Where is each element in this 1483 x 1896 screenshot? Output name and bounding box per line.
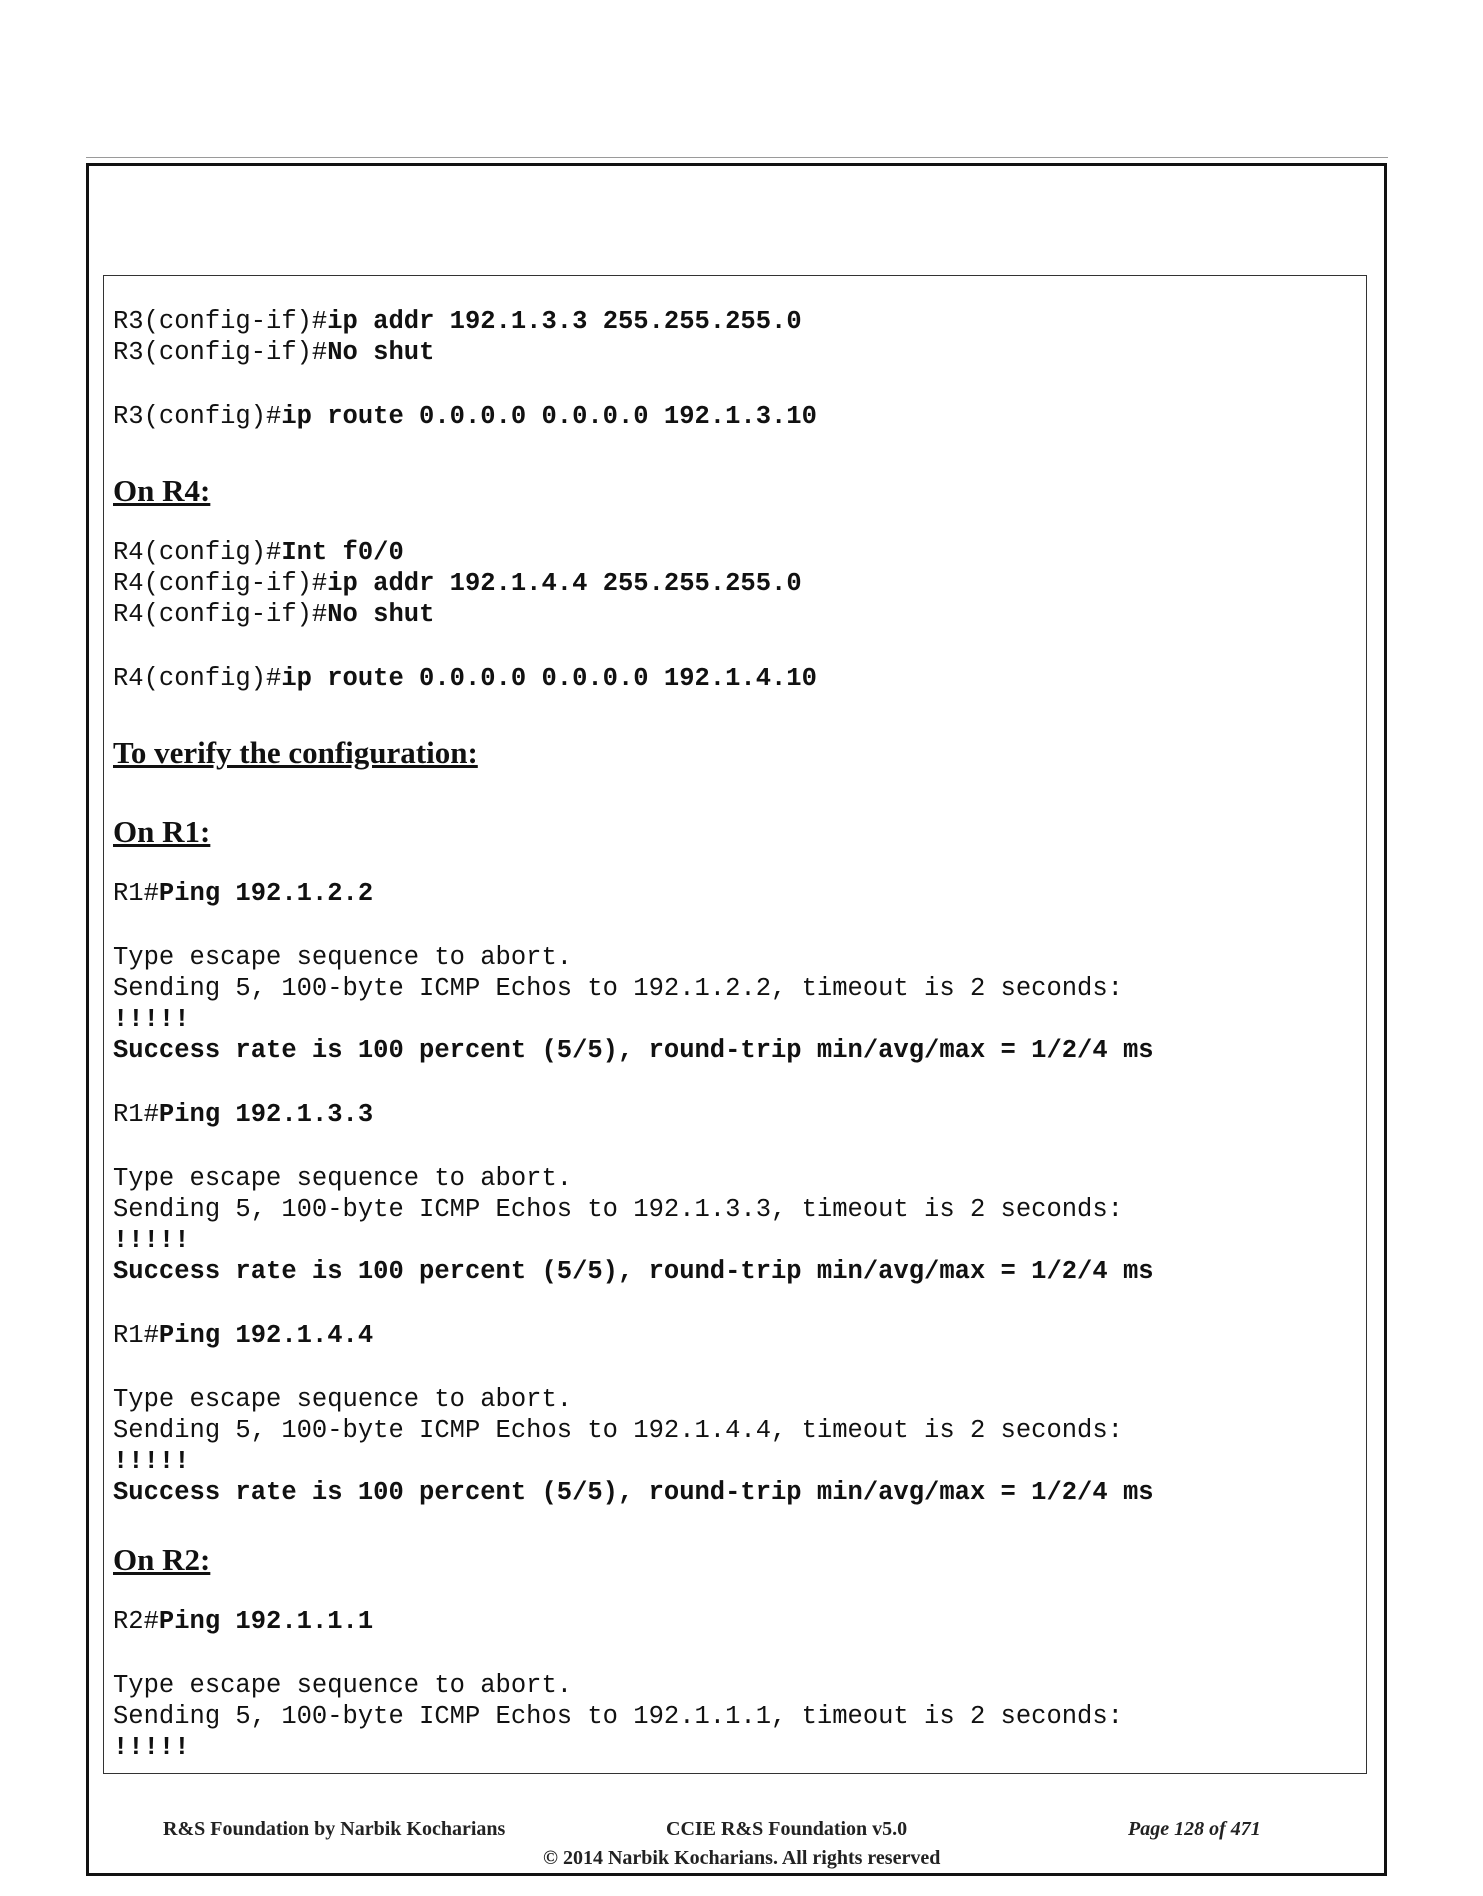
cli-output: Sending 5, 100-byte ICMP Echos to 192.1.3.3, timeout is 2 seconds:	[113, 1195, 1123, 1224]
cli-prompt: R1#	[113, 1321, 159, 1350]
spacer	[113, 1130, 1353, 1163]
spacer	[113, 630, 1353, 663]
cli-command-line	[113, 306, 1353, 337]
cli-command: ip route 0.0.0.0 0.0.0.0 192.1.3.10	[281, 402, 817, 431]
cli-command-line	[113, 337, 1353, 368]
footer-author: R&S Foundation by Narbik Kocharians	[163, 1818, 506, 1840]
spacer	[113, 852, 1353, 878]
document-body	[113, 306, 1353, 1763]
spacer	[113, 909, 1353, 942]
cli-output-bold	[113, 1732, 1353, 1763]
spacer	[113, 368, 1353, 401]
cli-output-text: !!!!!	[113, 1226, 190, 1255]
cli-output-text: !!!!!	[113, 1005, 190, 1034]
cli-output: Type escape sequence to abort.	[113, 943, 573, 972]
cli-prompt: R3(config)#	[113, 402, 282, 431]
cli-prompt: R1#	[113, 879, 159, 908]
cli-output: Sending 5, 100-byte ICMP Echos to 192.1.1.1, timeout is 2 seconds:	[113, 1702, 1123, 1731]
cli-output-text: !!!!!	[113, 1733, 190, 1762]
cli-output-bold	[113, 1035, 1353, 1066]
cli-command-line	[113, 537, 1353, 568]
cli-command-line	[113, 878, 1353, 909]
cli-command: No shut	[327, 338, 435, 367]
spacer	[113, 694, 1353, 727]
cli-command: ip addr 192.1.4.4 255.255.255.0	[327, 569, 802, 598]
cli-prompt: R4(config-if)#	[113, 600, 328, 629]
cli-command-line	[113, 568, 1353, 599]
section-heading-text: On R4:	[113, 473, 211, 508]
cli-prompt: R3(config-if)#	[113, 307, 328, 336]
cli-prompt: R3(config-if)#	[113, 338, 328, 367]
cli-command-line	[113, 599, 1353, 630]
cli-output-bold	[113, 1446, 1353, 1477]
cli-output: Sending 5, 100-byte ICMP Echos to 192.1.2.2, timeout is 2 seconds:	[113, 974, 1123, 1003]
cli-command: Ping 192.1.4.4	[158, 1321, 374, 1350]
section-heading	[113, 812, 1353, 852]
cli-output-bold	[113, 1225, 1353, 1256]
cli-prompt: R4(config-if)#	[113, 569, 328, 598]
cli-prompt: R4(config)#	[113, 538, 282, 567]
spacer	[113, 1351, 1353, 1384]
cli-command-line	[113, 401, 1353, 432]
spacer	[113, 773, 1353, 806]
cli-command: ip route 0.0.0.0 0.0.0.0 192.1.4.10	[281, 664, 817, 693]
cli-output-bold	[113, 1477, 1353, 1508]
section-heading	[113, 471, 1353, 511]
cli-command: Ping 192.1.2.2	[158, 879, 374, 908]
cli-output-bold	[113, 1256, 1353, 1287]
cli-prompt: R4(config)#	[113, 664, 282, 693]
cli-output: Type escape sequence to abort.	[113, 1385, 573, 1414]
section-heading	[113, 1540, 1353, 1580]
cli-prompt: R2#	[113, 1607, 159, 1636]
spacer	[113, 1637, 1353, 1670]
cli-command: Ping 192.1.1.1	[158, 1607, 374, 1636]
cli-output: Sending 5, 100-byte ICMP Echos to 192.1.4.4, timeout is 2 seconds:	[113, 1416, 1123, 1445]
footer-copyright: © 2014 Narbik Kocharians. All rights reserved	[543, 1847, 941, 1869]
top-rule	[86, 157, 1388, 158]
section-heading	[113, 733, 1353, 773]
cli-output-text: Success rate is 100 percent (5/5), round-trip min/avg/max = 1/2/4 ms	[113, 1257, 1154, 1286]
footer-title: CCIE R&S Foundation v5.0	[666, 1818, 908, 1840]
spacer	[113, 511, 1353, 537]
cli-command-line	[113, 1320, 1353, 1351]
section-heading-text: On R1:	[113, 814, 211, 849]
section-heading-text: On R2:	[113, 1542, 211, 1577]
cli-command: No shut	[327, 600, 435, 629]
cli-prompt: R1#	[113, 1100, 159, 1129]
spacer	[113, 1066, 1353, 1099]
footer-page-number: Page 128 of 471	[1128, 1818, 1261, 1840]
section-heading-text: To verify the configuration:	[113, 735, 478, 770]
cli-output-text: Success rate is 100 percent (5/5), round-trip min/avg/max = 1/2/4 ms	[113, 1036, 1154, 1065]
cli-command: Ping 192.1.3.3	[158, 1100, 374, 1129]
cli-output: Type escape sequence to abort.	[113, 1164, 573, 1193]
cli-command: Int f0/0	[281, 538, 404, 567]
cli-output-text: Success rate is 100 percent (5/5), round-trip min/avg/max = 1/2/4 ms	[113, 1478, 1154, 1507]
cli-output-bold	[113, 1004, 1353, 1035]
cli-command-line	[113, 1606, 1353, 1637]
spacer	[113, 1287, 1353, 1320]
cli-command: ip addr 192.1.3.3 255.255.255.0	[327, 307, 802, 336]
spacer	[113, 1508, 1353, 1534]
cli-output: Type escape sequence to abort.	[113, 1671, 573, 1700]
spacer	[113, 1580, 1353, 1606]
cli-command-line	[113, 663, 1353, 694]
cli-command-line	[113, 1099, 1353, 1130]
spacer	[113, 432, 1353, 465]
cli-output-text: !!!!!	[113, 1447, 190, 1476]
